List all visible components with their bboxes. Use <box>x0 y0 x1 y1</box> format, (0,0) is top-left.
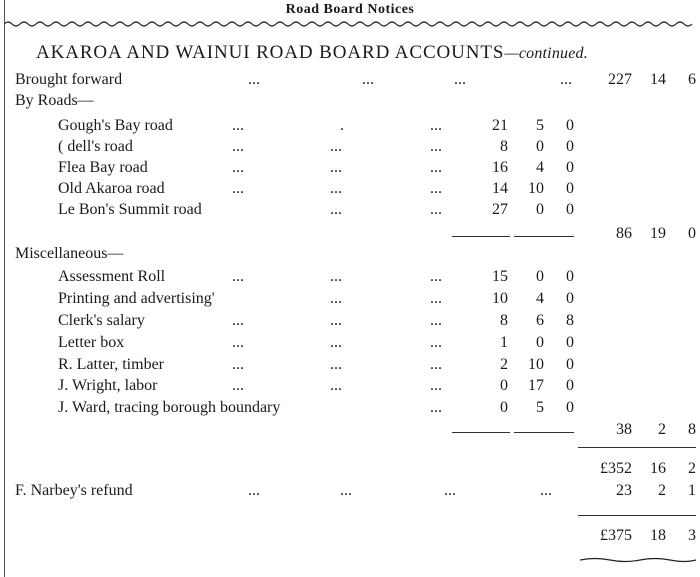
misc-row: Letter box ... ... ... 1 0 0 <box>58 334 574 351</box>
roads-total-row: 86 19 0 <box>616 225 696 242</box>
misc-heading: Miscellaneous— <box>15 245 124 262</box>
brought-forward-row: Brought forward ... ... ... ... 227 14 6 <box>15 71 696 88</box>
sum-rule <box>578 447 696 448</box>
roads-row: Le Bon's Summit road ... ... 27 0 0 <box>58 201 574 218</box>
grand-total-row: £375 18 3 <box>600 527 696 544</box>
misc-row: J. Wright, labor ... ... ... 0 17 0 <box>58 377 574 394</box>
misc-row: Printing and advertising' ... ... 10 4 0 <box>58 290 574 307</box>
subtotal-row: £352 16 2 <box>600 460 696 477</box>
misc-row: Clerk's salary ... ... ... 8 6 8 <box>58 312 574 329</box>
roads-row: Gough's Bay road ... . ... 21 5 0 <box>58 117 574 134</box>
roads-row: Old Akaroa road ... ... ... 14 10 0 <box>58 180 574 197</box>
roads-heading: By Roads— <box>15 92 94 109</box>
wavy-rule-top <box>4 20 696 28</box>
section-header: Road Board Notices <box>285 2 415 17</box>
refund-row: F. Narbey's refund ... ... ... ... 23 2 1 <box>15 482 696 499</box>
misc-row: Assessment Roll ... ... ... 15 0 0 <box>58 268 574 285</box>
closing-rule <box>580 557 696 563</box>
accounts-title: AKAROA AND WAINUI ROAD BOARD ACCOUNTS—continued. <box>36 42 588 63</box>
sum-rule <box>578 515 696 516</box>
misc-row: J. Ward, tracing borough boundary ... 0 5 0 <box>58 399 574 416</box>
misc-total-row: 38 2 8 <box>616 421 696 438</box>
misc-row: R. Latter, timber ... ... ... 2 10 0 <box>58 356 574 373</box>
roads-row: Flea Bay road ... ... ... 16 4 0 <box>58 159 574 176</box>
roads-row: ( dell's road ... ... ... 8 0 0 <box>58 138 574 155</box>
